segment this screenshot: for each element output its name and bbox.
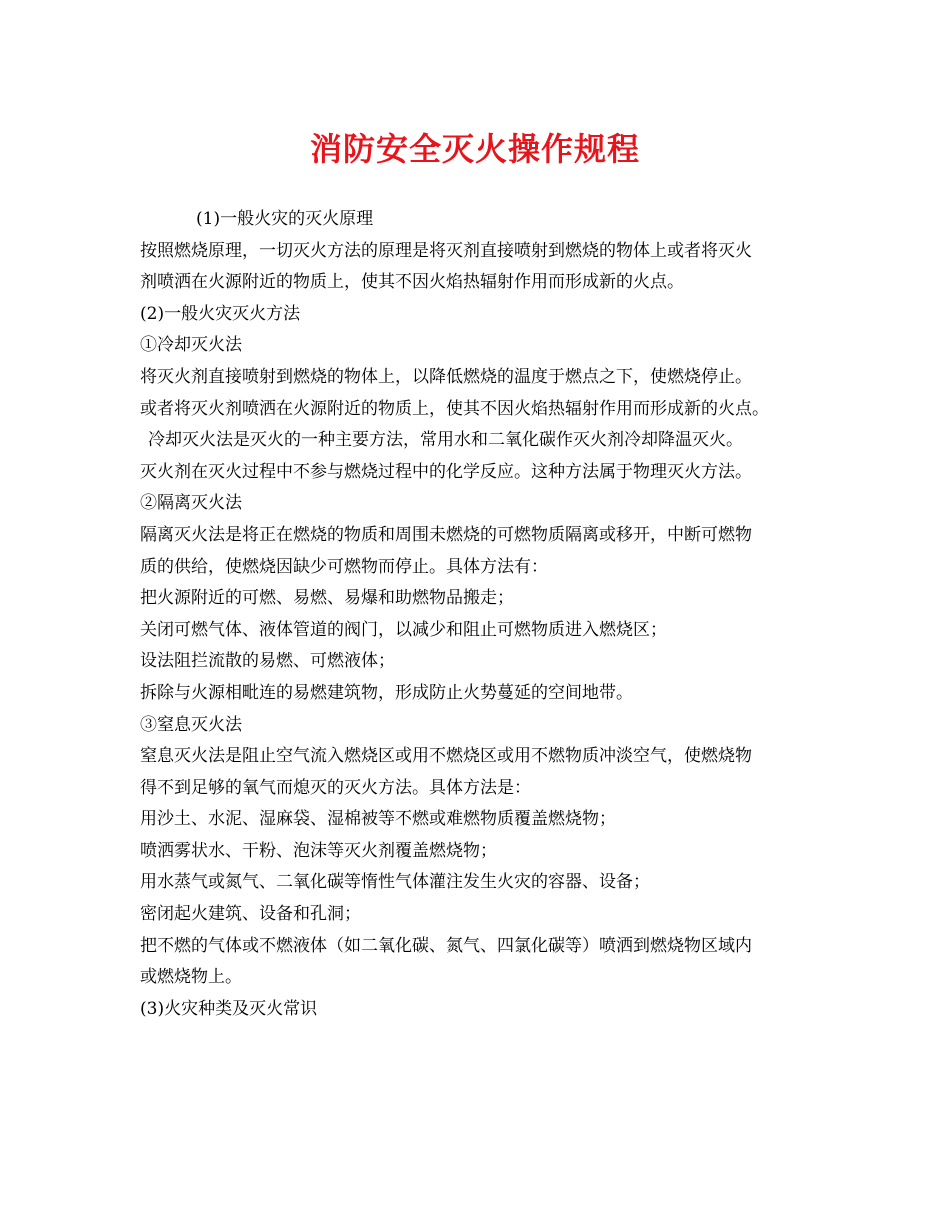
paragraph-line: 剂喷洒在火源附近的物质上，使其不因火焰热辐射作用而形成新的火点。 xyxy=(140,272,684,293)
section-heading: (3)火灾种类及灭火常识 xyxy=(140,998,318,1019)
section-heading: (1)一般火灾的灭火原理 xyxy=(196,209,374,229)
document-title: 消防安全灭火操作规程 xyxy=(309,130,640,168)
list-item: 把不燃的气体或不燃液体（如二氧化碳、氮气、四氯化碳等）喷洒到燃烧物区域内 xyxy=(140,935,752,956)
list-item: 喷洒雾状水、干粉、泡沫等灭火剂覆盖燃烧物； xyxy=(140,840,497,861)
list-item: 用沙土、水泥、湿麻袋、湿棉被等不燃或难燃物质覆盖燃烧物； xyxy=(140,809,616,830)
paragraph-line: 质的供给，使燃烧因缺少可燃物而停止。具体方法有： xyxy=(140,556,548,577)
subsection-heading: ③窒息灭火法 xyxy=(140,714,242,735)
paragraph-line: 冷却灭火法是灭火的一种主要方法，常用水和二氧化碳作灭火剂冷却降温灭火。 xyxy=(148,430,743,451)
paragraph-line: 隔离灭火法是将正在燃烧的物质和周围未燃烧的可燃物质隔离或移开，中断可燃物 xyxy=(140,524,752,545)
paragraph-line: 将灭火剂直接喷射到燃烧的物体上，以降低燃烧的温度于燃点之下，使燃烧停止。 xyxy=(140,366,752,387)
list-item: 设法阻拦流散的易燃、可燃液体； xyxy=(140,651,395,672)
section-heading: (2)一般火灾灭火方法 xyxy=(140,303,301,324)
paragraph-line: 得不到足够的氧气而熄灭的灭火方法。具体方法是： xyxy=(140,777,531,798)
paragraph-line: 灭火剂在灭火过程中不参与燃烧过程中的化学反应。这种方法属于物理灭火方法。 xyxy=(140,461,752,482)
list-item: 或燃烧物上。 xyxy=(140,967,242,988)
document-body xyxy=(140,204,830,1025)
list-item: 拆除与火源相毗连的易燃建筑物，形成防止火势蔓延的空间地带。 xyxy=(140,682,633,703)
subsection-heading: ②隔离灭火法 xyxy=(140,493,242,514)
paragraph-line: 或者将灭火剂喷洒在火源附近的物质上，使其不因火焰热辐射作用而形成新的火点。 xyxy=(140,398,769,419)
list-item: 用水蒸气或氮气、二氧化碳等惰性气体灌注发生火灾的容器、设备； xyxy=(140,872,650,893)
paragraph-line: 按照燃烧原理，一切灭火方法的原理是将灭剂直接喷射到燃烧的物体上或者将灭火 xyxy=(140,240,752,261)
list-item: 关闭可燃气体、液体管道的阀门，以减少和阻止可燃物质进入燃烧区； xyxy=(140,619,667,640)
paragraph-line: 窒息灭火法是阻止空气流入燃烧区或用不燃烧区或用不燃物质冲淡空气，使燃烧物 xyxy=(140,746,752,767)
list-item: 把火源附近的可燃、易燃、易爆和助燃物品搬走； xyxy=(140,588,514,609)
list-item: 密闭起火建筑、设备和孔洞； xyxy=(140,904,361,925)
subsection-heading: ①冷却灭火法 xyxy=(140,335,242,356)
